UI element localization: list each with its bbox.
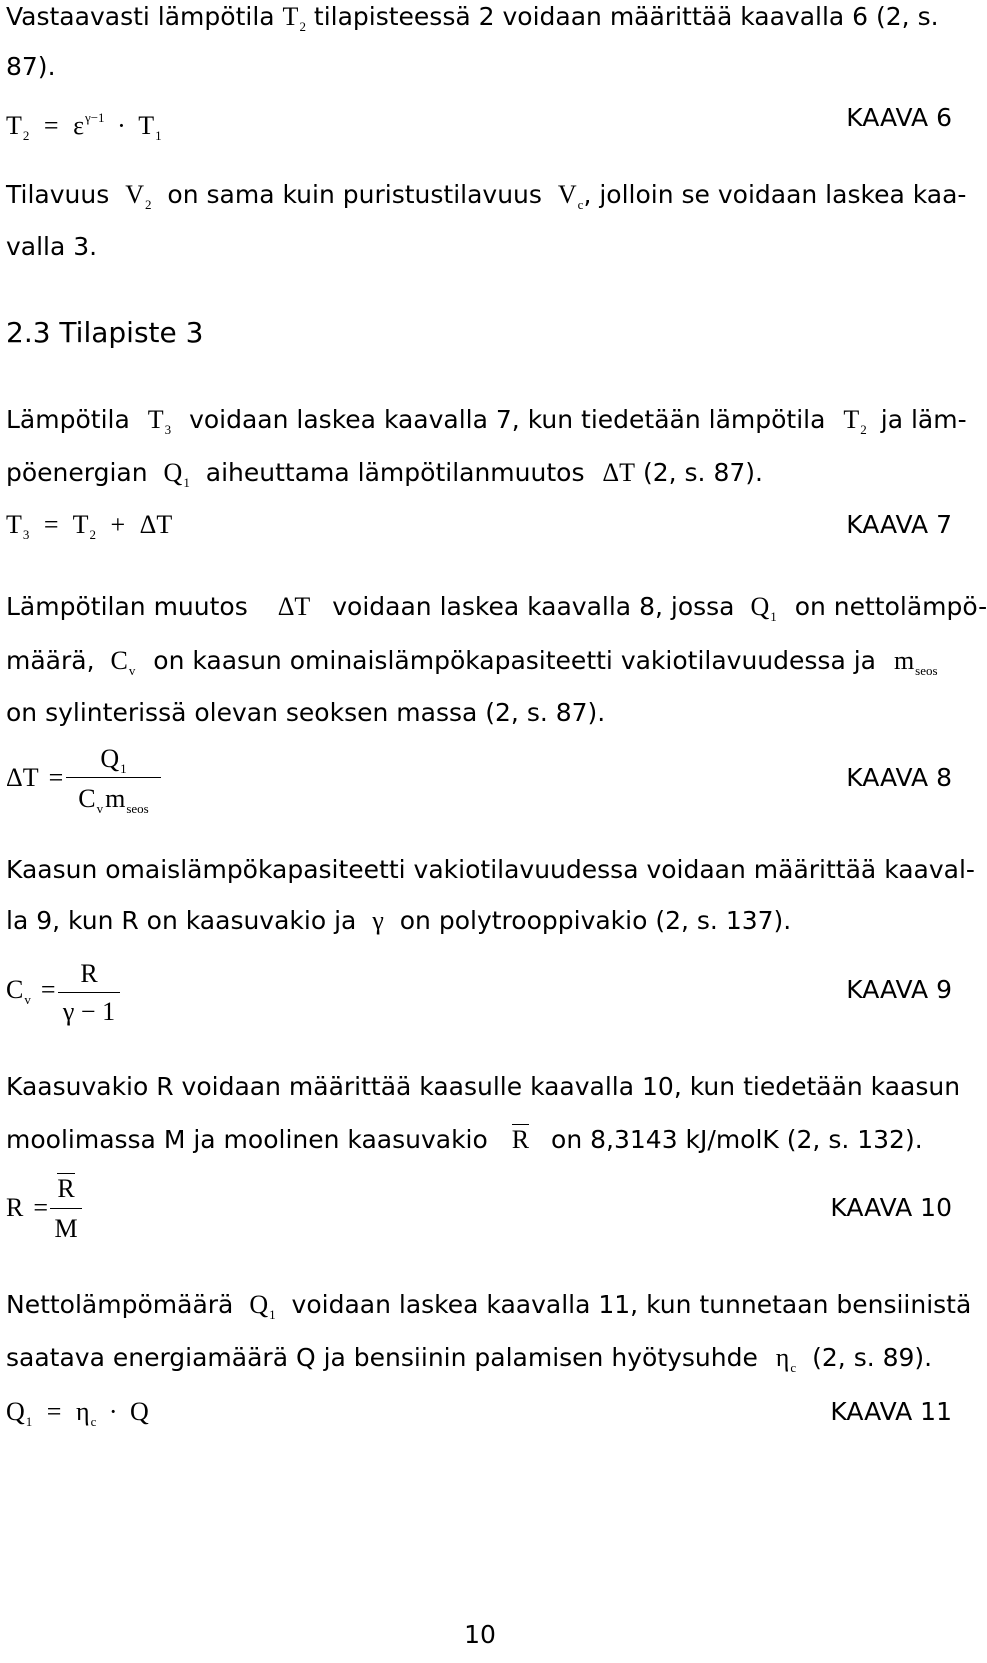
paragraph-7-line-1: Nettolämpömäärä $Q_1$ voidaan laskea kaavalla 11, kun tunnetaan bensiinistä [6, 1290, 972, 1322]
symbol-Cv: $C_v$ [110, 646, 136, 678]
symbol-Q1: $Q_1$ [249, 1290, 276, 1322]
text: Vastaavasti lämpötila [6, 2, 275, 31]
equation-10-lhs: R = [6, 1193, 49, 1222]
paragraph-7-line-2: saatava energiamäärä Q ja bensiinin palamisen hyötysuhde $\eta_c$ (2, s. 89). [6, 1343, 933, 1375]
fraction-bar [50, 1208, 82, 1209]
paragraph-4-line-3: on sylinterissä olevan seoksen massa (2, s. 87). [6, 698, 606, 727]
equation-9-label: KAAVA 9 [846, 975, 952, 1004]
paragraph-1-line-1 [6, 2, 939, 42]
paragraph-5-line-1: Kaasun omaislämpökapasiteetti vakiotilavuudessa voidaan määrittää kaaval- [6, 855, 975, 884]
paragraph-3-line-1: Lämpötila $T_3$ voidaan laskea kaavalla 7, kun tiedetään lämpötila $T_2$ ja läm- [6, 405, 967, 437]
fraction-numerator: $Q_1$ [100, 744, 127, 776]
fraction-denominator: γ − 1 [62, 997, 116, 1026]
section-heading: 2.3 Tilapiste 3 [6, 316, 204, 349]
equation-7-label: KAAVA 7 [846, 510, 952, 539]
symbol-delta-T: ΔT [602, 458, 636, 487]
equation-10-fraction [50, 1172, 82, 1252]
symbol-delta-T: ΔT [277, 592, 311, 621]
symbol-Q1: $Q_1$ [163, 458, 190, 490]
symbol-m-seos: $m_{seos}$ [893, 646, 938, 678]
symbol-T3: $T_3$ [147, 405, 172, 437]
fraction-bar [66, 777, 161, 778]
fraction-denominator: $C_vm_{seos}$ [78, 784, 149, 816]
equation-9-fraction [58, 957, 120, 1037]
equation-8-lhs: ΔT = [6, 763, 64, 792]
fraction-numerator: R [57, 1174, 75, 1203]
symbol-T2: $T_2$ [282, 2, 306, 34]
equation-8-label: KAAVA 8 [846, 763, 952, 792]
symbol-Vc: $V_c$ [557, 180, 584, 212]
paragraph-6-line-1: Kaasuvakio R voidaan määrittää kaasulle kaavalla 10, kun tiedetään kaasun [6, 1072, 961, 1101]
symbol-R-bar: R [511, 1125, 530, 1154]
symbol-V2: $V_2$ [125, 180, 152, 212]
fraction-numerator: R [80, 959, 98, 988]
paragraph-6-line-2: moolimassa M ja moolinen kaasuvakio R on 8,3143 kJ/molK (2, s. 132). [6, 1125, 923, 1154]
paragraph-2-line-1: Tilavuus $V_2$ on sama kuin puristustilavuus $V_c$, jolloin se voidaan laskea kaa- [6, 180, 967, 212]
page-number: 10 [464, 1620, 496, 1649]
equation-11: $Q_1 = \eta_c \cdot Q$ [6, 1397, 149, 1429]
symbol-Q1: $Q_1$ [750, 592, 777, 624]
fraction-bar [58, 992, 120, 993]
paragraph-1-line-2: 87). [6, 52, 56, 81]
paragraph-2-line-2: valla 3. [6, 232, 98, 261]
equation-9-lhs: $C_v$ = [6, 975, 56, 1007]
equation-6-label: KAAVA 6 [846, 103, 952, 132]
paragraph-4-line-1: Lämpötilan muutos ΔT voidaan laskea kaavalla 8, jossa $Q_1$ on nettolämpö- [6, 592, 987, 624]
symbol-gamma: γ [372, 906, 384, 935]
equation-10-label: KAAVA 10 [830, 1193, 952, 1222]
fraction-denominator: M [54, 1214, 78, 1243]
text: tilapisteessä 2 voidaan määrittää kaavalla 6 (2, s. [313, 2, 939, 31]
symbol-T2: $T_2$ [843, 405, 867, 437]
equation-6: $T_2 = \varepsilon^{\gamma-1} \cdot T_1$ [6, 110, 162, 143]
equation-7: $T_3 = T_2 + \Delta T$ [6, 510, 173, 542]
equation-11-label: KAAVA 11 [830, 1397, 952, 1426]
symbol-eta-c: $\eta_c$ [775, 1343, 797, 1375]
paragraph-4-line-2: määrä, $C_v$ on kaasun ominaislämpökapasiteetti vakiotilavuudessa ja $m_{seos}$ [6, 646, 938, 678]
equation-8-fraction [66, 740, 161, 820]
paragraph-3-line-2: pöenergian $Q_1$ aiheuttama lämpötilanmuutos ΔT (2, s. 87). [6, 458, 763, 490]
paragraph-5-line-2: la 9, kun R on kaasuvakio ja γ on polytrooppivakio (2, s. 137). [6, 906, 792, 935]
